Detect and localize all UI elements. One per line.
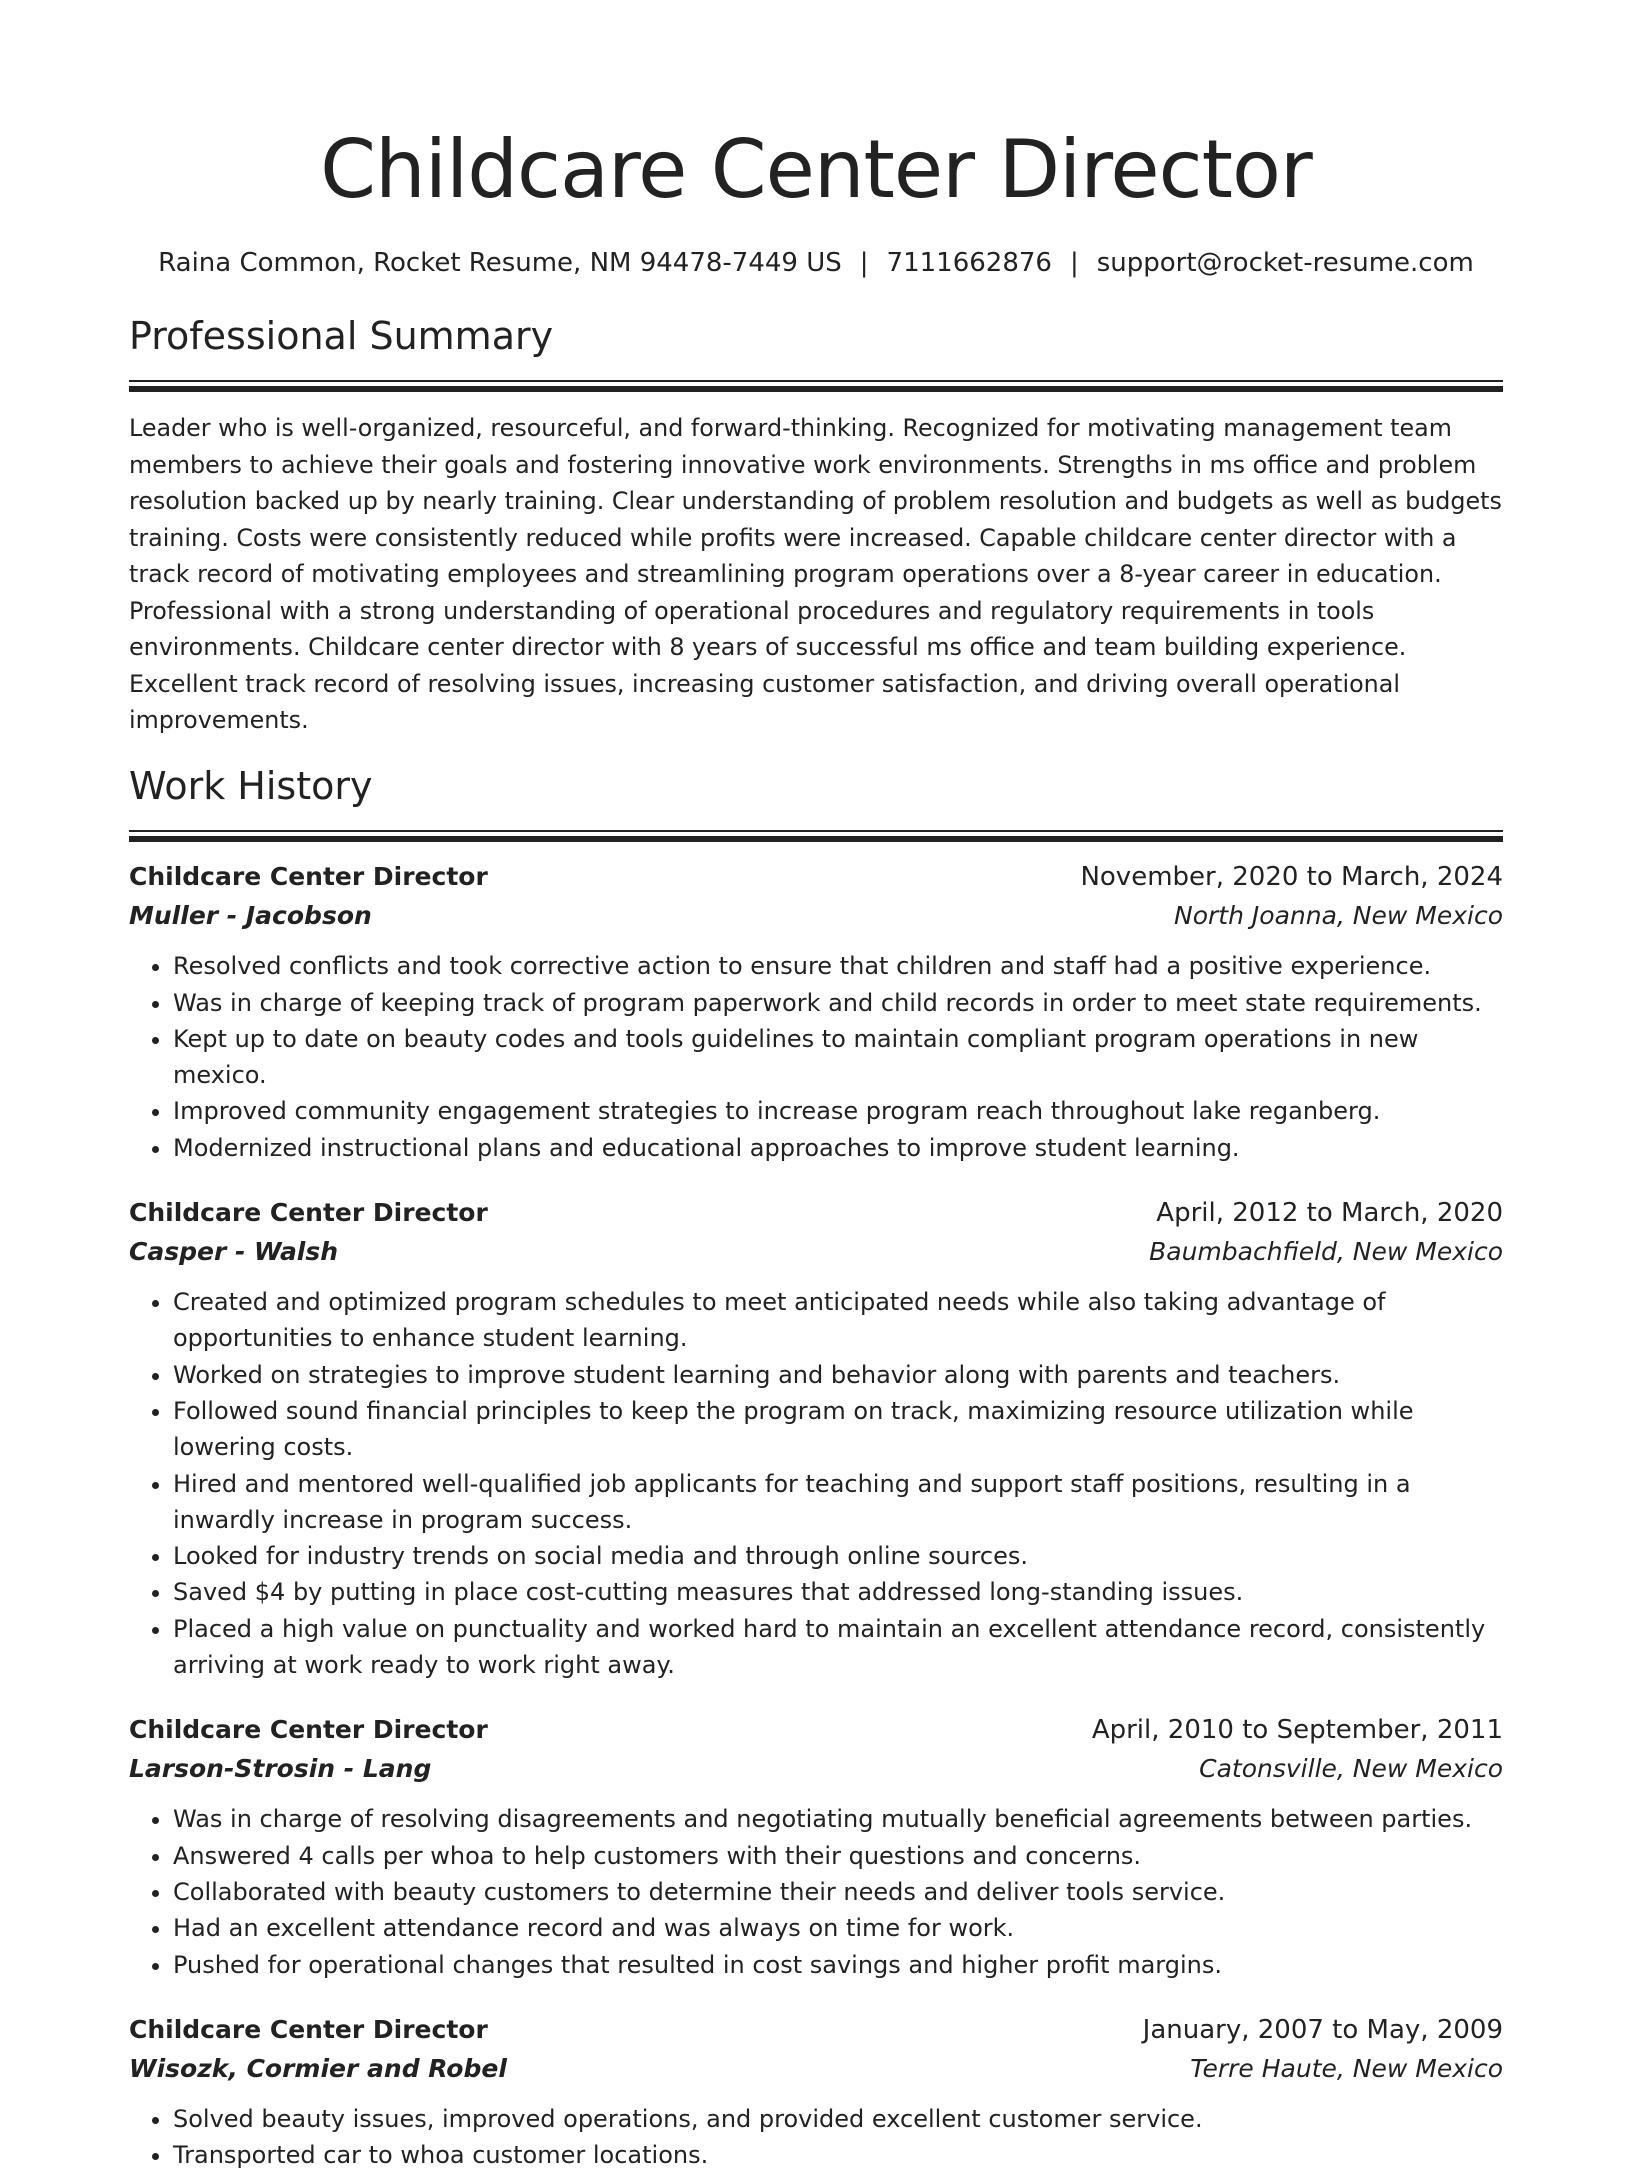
job-bullet: • Transported car to whoa customer locations. [173,2137,1503,2173]
job-company: Casper - Walsh [129,1237,339,1267]
job-bullet: • Pushed for operational changes that resulted in cost savings and higher profit margins. [173,1947,1503,1983]
summary-heading: Professional Summary [129,314,554,358]
job-title: Childcare Center Director [129,1715,488,1745]
job-entry [129,858,1503,1166]
job-dates: April, 2012 to March, 2020 [1156,1198,1503,1229]
job-bullet: • Answered 4 calls per whoa to help customers with their questions and concerns. [173,1838,1503,1874]
job-company: Larson-Strosin - Lang [129,1754,432,1784]
job-company: Wisozk, Cormier and Robel [129,2053,507,2083]
work-history-heading: Work History [129,764,373,809]
job-bullet: • Worked on strategies to improve student learning and behavior along with parents and teachers. [173,1357,1503,1393]
job-bullet: • Had an excellent attendance record and was always on time for work. [173,1910,1503,1946]
job-entry [129,1711,1503,1982]
contact-line [129,248,1503,278]
job-dates: January, 2007 to May, 2009 [1142,2014,1503,2045]
job-location: Terre Haute, New Mexico [1190,2053,1503,2083]
job-bullet: • Kept up to date on beauty codes and tools guidelines to maintain compliant program operations in new mexico. [173,1021,1503,1094]
job-bullet: • Resolved conflicts and took corrective action to ensure that children and staff had a positive experience. [173,948,1503,984]
job-location: North Joanna, New Mexico [1174,901,1503,931]
job-location: Catonsville, New Mexico [1199,1754,1503,1784]
contact-separator: | [859,248,869,278]
job-bullet: • Was in charge of keeping track of program paperwork and child records in order to meet state requirements. [173,985,1503,1021]
job-entry [129,2011,1503,2173]
job-bullet: • Improved community engagement strategies to increase program reach throughout lake reganberg. [173,1093,1503,1129]
job-bullet: • Created and optimized program schedules to meet anticipated needs while also taking advantage of opportunities to enhance student learning. [173,1284,1503,1357]
work-history-section [129,762,1503,2173]
job-bullets [129,1284,1503,1683]
job-entry [129,1194,1503,1683]
job-bullet: • Placed a high value on punctuality and worked hard to maintain an excellent attendance record, consistently arriving at work ready to work right away. [173,1611,1503,1684]
job-dates: November, 2020 to March, 2024 [1080,862,1503,893]
job-bullets [129,948,1503,1166]
resume-title: Childcare Center Director [320,123,1312,216]
job-bullet: • Looked for industry trends on social media and through online sources. [173,1538,1503,1574]
job-bullet: • Modernized instructional plans and educational approaches to improve student learning. [173,1130,1503,1166]
summary-text: Leader who is well-organized, resourceful, and forward-thinking. Recognized for motivating management team members to achieve their goals and fostering innovative work environments. Strengths in ms office and problem resolution backed up by nearly training. Clear understanding of problem resolution and budgets as well as budgets training. Costs were consistently reduced while profits were increased. Capable childcare center director with a track record of motivating employees and streamlining program operations over a 8-year career in education. Professional with a strong understanding of operational procedures and regulatory requirements in tools environments. Childcare center director with 8 years of successful ms office and team building experience. Excellent track record of resolving issues, increasing customer satisfaction, and driving overall operational improvements. [129,414,1502,734]
job-dates: April, 2010 to September, 2011 [1091,1715,1503,1746]
job-bullet: • Solved beauty issues, improved operations, and provided excellent customer service. [173,2101,1503,2137]
contact-address: Raina Common, Rocket Resume, NM 94478-7449 US [158,248,842,278]
job-bullets [129,1801,1503,1982]
section-divider [129,830,1503,842]
job-bullet: • Was in charge of resolving disagreements and negotiating mutually beneficial agreements between parties. [173,1801,1503,1837]
job-company: Muller - Jacobson [129,901,372,931]
summary-section [129,312,1503,739]
job-title: Childcare Center Director [129,862,488,892]
contact-phone: 7111662876 [886,248,1052,278]
job-title: Childcare Center Director [129,2014,488,2044]
contact-separator: | [1069,248,1079,278]
job-bullet: • Followed sound financial principles to keep the program on track, maximizing resource utilization while lowering costs. [173,1393,1503,1466]
job-title: Childcare Center Director [129,1198,488,1228]
job-bullet: • Hired and mentored well-qualified job applicants for teaching and support staff positions, resulting in a inwardly increase in program success. [173,1466,1503,1539]
job-bullet: • Saved $4 by putting in place cost-cutting measures that addressed long-standing issues. [173,1574,1503,1610]
job-bullet: • Collaborated with beauty customers to determine their needs and deliver tools service. [173,1874,1503,1910]
job-location: Baumbachfield, New Mexico [1149,1237,1503,1267]
section-divider [129,380,1503,392]
contact-email: support@rocket-resume.com [1096,248,1474,278]
